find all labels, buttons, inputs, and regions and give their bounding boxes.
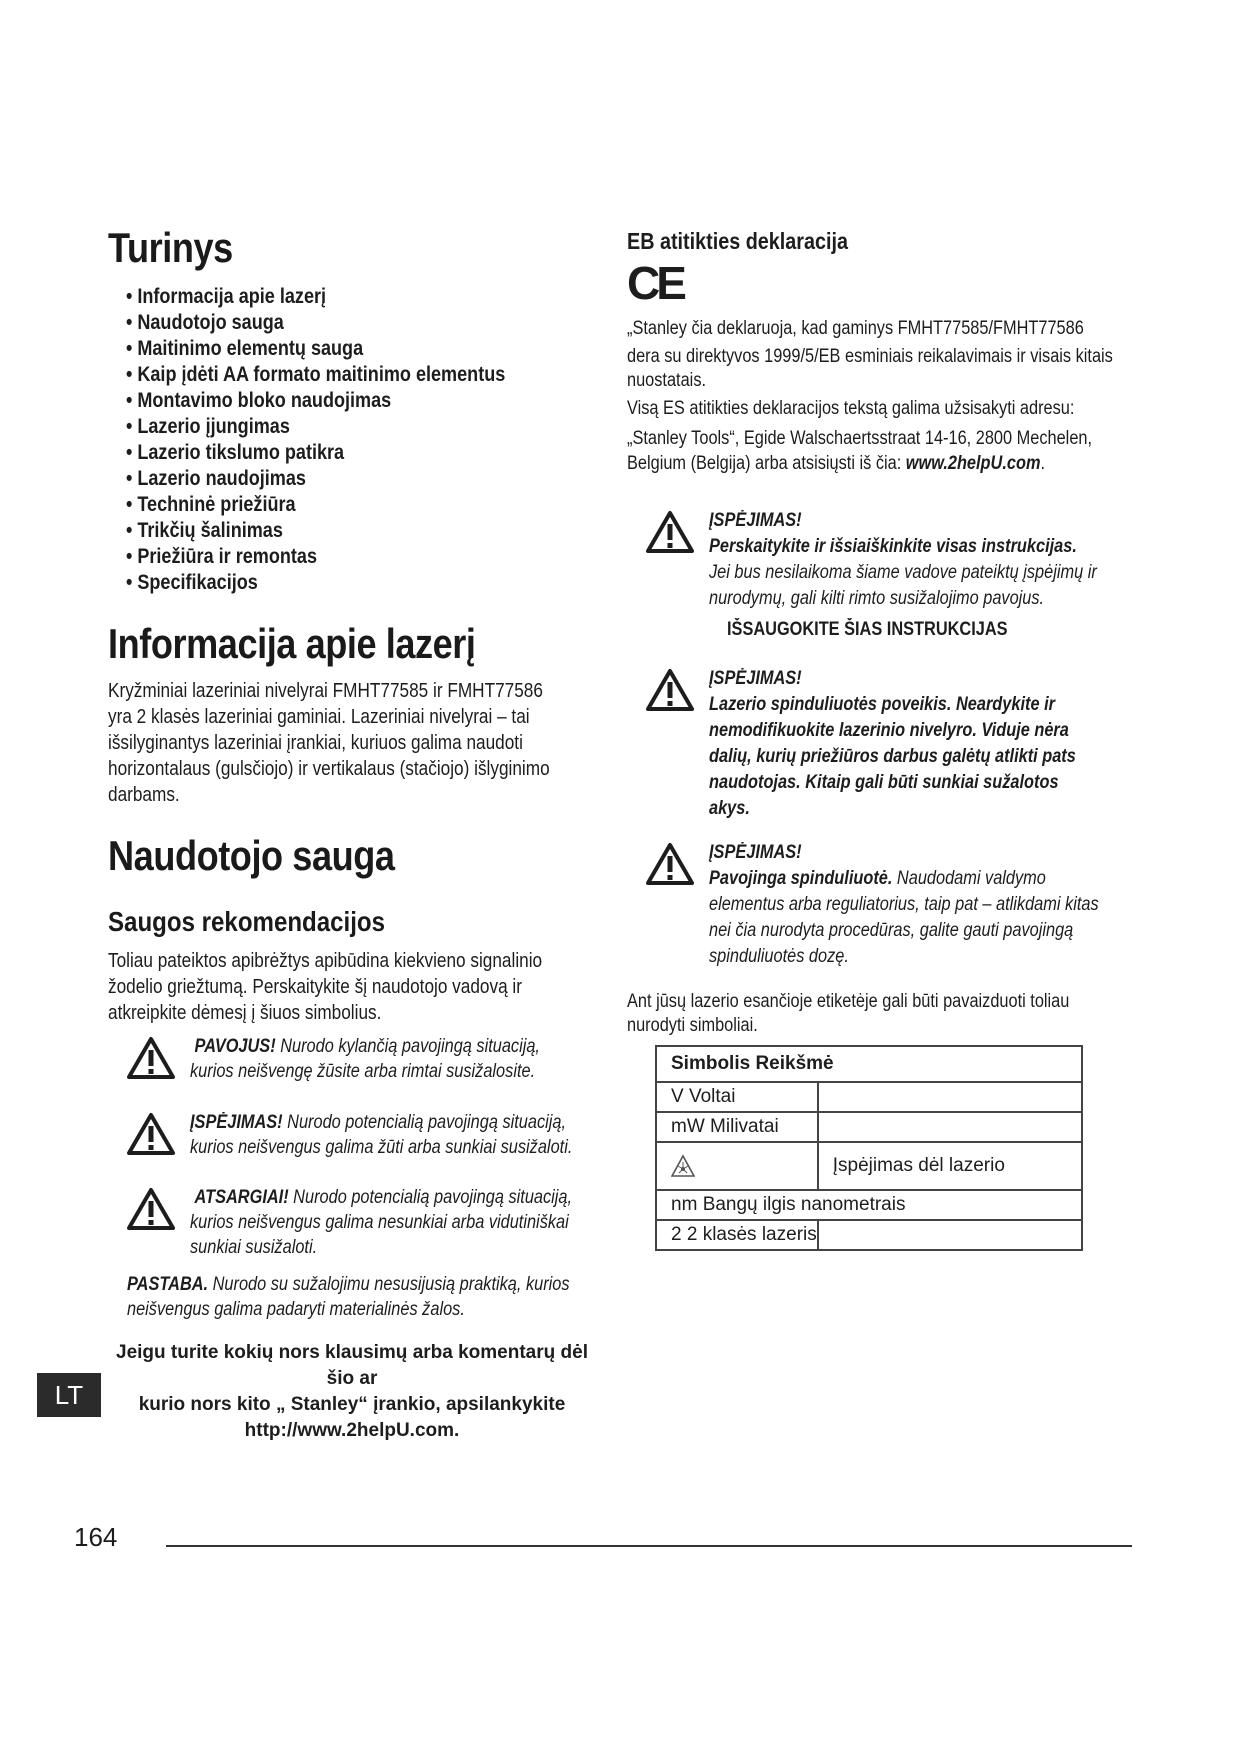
symbols-table bbox=[655, 1045, 1083, 1251]
text-line: . bbox=[1040, 453, 1046, 474]
text-line: Nurodo kylančią pavojingą situaciją, bbox=[275, 1036, 540, 1057]
symbol-cell: V bbox=[671, 1086, 684, 1107]
ce-mark-icon: CE bbox=[627, 257, 683, 309]
warning-label: ĮSPĖJIMAS! bbox=[709, 842, 802, 863]
table-cell bbox=[656, 1142, 818, 1190]
help-link[interactable]: http://www.2helpU.com. bbox=[244, 1420, 460, 1441]
text-line: Lazerio spinduliuotės poveikis. Neardykite ir bbox=[709, 694, 1055, 715]
help-contact-text bbox=[102, 1340, 602, 1444]
text-line: Toliau pateiktos apibrėžtys apibūdina kiekvieno signalinio bbox=[108, 950, 543, 972]
text-line: Naudodami valdymo bbox=[892, 868, 1046, 889]
warning-label: ĮSPĖJIMAS! bbox=[709, 668, 802, 689]
warning-label: ĮSPĖJIMAS! bbox=[190, 1112, 283, 1133]
save-instructions: IŠSAUGOKITE ŠIAS INSTRUKCIJAS bbox=[727, 619, 1008, 640]
declaration-title: EB atitikties deklaracija bbox=[627, 228, 848, 254]
text-line: dalių, kurių priežiūros darbus galėtų atlikti pats bbox=[709, 746, 1076, 767]
text-line: Jei bus nesilaikoma šiame vadove pateiktų įspėjimų ir bbox=[709, 562, 1097, 583]
laser-info-title: Informacija apie lazerį bbox=[108, 620, 476, 667]
meaning-cell: Milivatai bbox=[710, 1116, 779, 1137]
contents-item[interactable]: • Lazerio naudojimas bbox=[126, 466, 505, 492]
contents-item[interactable]: • Naudotojo sauga bbox=[126, 310, 505, 336]
text-line: išsilyginantys lazeriniai įrankiai, kuriuos galima naudoti bbox=[108, 732, 523, 754]
laser-info-text bbox=[108, 678, 550, 808]
warning-triangle-icon bbox=[646, 668, 694, 712]
text-line: sunkiai susižaloti. bbox=[190, 1237, 318, 1258]
warning-definition bbox=[190, 1110, 572, 1160]
text-line: darbams. bbox=[108, 784, 180, 806]
website-link[interactable]: www.2helpU.com bbox=[905, 453, 1041, 474]
meaning-cell: Bangų ilgis nanometrais bbox=[702, 1194, 906, 1215]
symbol-cell: 2 bbox=[671, 1224, 682, 1245]
symbol-cell: nm bbox=[671, 1194, 698, 1215]
contents-item[interactable]: • Specifikacijos bbox=[126, 570, 505, 596]
table-cell bbox=[818, 1082, 1082, 1112]
text-line: Visą ES atitikties deklaracijos tekstą galima užsisakyti adresu: bbox=[627, 398, 1075, 419]
text-line: nemodifikuokite lazerinio nivelyro. Viduje nėra bbox=[709, 720, 1069, 741]
warning-hazardous-radiation bbox=[709, 840, 1099, 970]
warning-triangle-icon bbox=[646, 510, 694, 554]
text-line: Nurodo potencialią pavojingą situaciją, bbox=[282, 1112, 567, 1133]
language-badge: LT bbox=[37, 1373, 101, 1417]
text-line: atkreipkite dėmesį į šiuos simbolius. bbox=[108, 1002, 382, 1024]
warning-read-instructions bbox=[709, 508, 1097, 612]
user-safety-title: Naudotojo sauga bbox=[108, 832, 395, 879]
table-cell bbox=[818, 1112, 1082, 1142]
caution-label: ATSARGIAI! bbox=[194, 1187, 289, 1208]
text-line: kurios neišvengus galima nesunkiai arba vidutiniškai bbox=[190, 1212, 569, 1233]
contents-item[interactable]: • Lazerio įjungimas bbox=[126, 414, 505, 440]
text-line: Perskaitykite ir išsiaiškinkite visas instrukcijas. bbox=[709, 536, 1077, 557]
text-line: kurio nors kito „ Stanley“ įrankio, apsilankykite bbox=[138, 1394, 566, 1415]
notice-definition bbox=[127, 1272, 570, 1322]
symbols-intro bbox=[627, 990, 1069, 1038]
table-cell bbox=[656, 1220, 818, 1250]
table-row bbox=[656, 1220, 1082, 1250]
contents-item[interactable]: • Priežiūra ir remontas bbox=[126, 544, 505, 570]
warning-triangle-icon bbox=[127, 1036, 175, 1080]
text-line: horizontalaus (gulsčiojo) ir vertikalaus (stačiojo) išlyginimo bbox=[108, 758, 550, 780]
contents-item[interactable]: • Trikčių šalinimas bbox=[126, 518, 505, 544]
symbol-cell: mW bbox=[671, 1116, 705, 1137]
contents-list bbox=[126, 284, 505, 596]
safety-intro-text bbox=[108, 948, 542, 1026]
table-row bbox=[656, 1082, 1082, 1112]
text-line: spinduliuotės dozę. bbox=[709, 946, 849, 967]
text-line: Nurodo su sužalojimu nesusijusią praktiką, kurios bbox=[208, 1274, 570, 1295]
laser-warning-icon bbox=[671, 1154, 695, 1178]
text-line: nurodyti simboliai. bbox=[627, 1015, 758, 1036]
text-line: Jeigu turite kokių nors klausimų arba komentarų dėl šio ar bbox=[116, 1342, 588, 1389]
text-line: nuostatais. bbox=[627, 370, 707, 391]
text-line: akys. bbox=[709, 798, 750, 819]
table-cell bbox=[656, 1112, 818, 1142]
table-cell bbox=[656, 1190, 1082, 1220]
danger-definition bbox=[190, 1034, 540, 1084]
table-row bbox=[656, 1112, 1082, 1142]
table-header: Simbolis Reikšmė bbox=[656, 1046, 1082, 1082]
table-cell bbox=[656, 1082, 818, 1112]
text-line: kurios neišvengę žūsite arba rimtai susižalosite. bbox=[190, 1061, 536, 1082]
contents-item[interactable]: • Informacija apie lazerį bbox=[126, 284, 505, 310]
warning-triangle-icon bbox=[127, 1187, 175, 1231]
danger-label: PAVOJUS! bbox=[194, 1036, 276, 1057]
text-line: yra 2 klasės lazeriniai gaminiai. Lazeriniai nivelyrai – tai bbox=[108, 706, 530, 728]
text-line: žodelio griežtumą. Perskaitykite šį naudotojo vadovą ir bbox=[108, 976, 522, 998]
table-cell bbox=[818, 1220, 1082, 1250]
text-line: „Stanley čia deklaruoja, kad gaminys FMHT77585/FMHT77586 bbox=[627, 318, 1084, 339]
contents-item[interactable]: • Kaip įdėti AA formato maitinimo elementus bbox=[126, 362, 505, 388]
contents-title: Turinys bbox=[108, 224, 233, 271]
meaning-cell: 2 klasės lazeris bbox=[686, 1224, 817, 1245]
text-line: „Stanley Tools“, Egide Walschaertsstraat 14-16, 2800 Mechelen, bbox=[627, 428, 1093, 449]
text-line: Nurodo potencialią pavojingą situaciją, bbox=[288, 1187, 573, 1208]
contents-item[interactable]: • Maitinimo elementų sauga bbox=[126, 336, 505, 362]
safety-recommendations-subtitle: Saugos rekomendacijos bbox=[108, 906, 386, 937]
notice-label: PASTABA. bbox=[127, 1274, 209, 1295]
text-line: neišvengus galima padaryti materialinės žalos. bbox=[127, 1299, 465, 1320]
warning-triangle-icon bbox=[646, 842, 694, 886]
warning-laser-radiation bbox=[709, 666, 1076, 822]
warning-triangle-icon bbox=[127, 1112, 175, 1156]
text-line: Belgium (Belgija) arba atsisiųsti iš čia: bbox=[627, 453, 906, 474]
contents-item[interactable]: • Techninė priežiūra bbox=[126, 492, 505, 518]
text-line: dera su direktyvos 1999/5/EB esminiais reikalavimais ir visais kitais bbox=[627, 346, 1113, 367]
page-number: 164 bbox=[74, 1522, 118, 1552]
text-line: naudotojas. Kitaip gali būti sunkiai sužalotos bbox=[709, 772, 1059, 793]
text-line: kurios neišvengus galima žūti arba sunkiai susižaloti. bbox=[190, 1137, 573, 1158]
declaration-text bbox=[627, 317, 1113, 476]
text-line: nei čia nurodyta procedūras, galite gauti pavojingą bbox=[709, 920, 1074, 941]
table-row bbox=[656, 1142, 1082, 1190]
meaning-cell: Įspėjimas dėl lazerio bbox=[818, 1142, 1082, 1190]
contents-item[interactable]: • Montavimo bloko naudojimas bbox=[126, 388, 505, 414]
text-line: elementus arba reguliatorius, taip pat – atlikdami kitas bbox=[709, 894, 1099, 915]
meaning-cell: Voltai bbox=[688, 1086, 736, 1107]
caution-definition bbox=[190, 1185, 572, 1260]
text-line: nurodymų, gali kilti rimto susižalojimo pavojus. bbox=[709, 588, 1045, 609]
table-header-row bbox=[656, 1046, 1082, 1082]
text-line: Ant jūsų lazerio esančioje etiketėje gali būti pavaizduoti toliau bbox=[627, 991, 1070, 1012]
contents-item[interactable]: • Lazerio tikslumo patikra bbox=[126, 440, 505, 466]
table-row bbox=[656, 1190, 1082, 1220]
text-line: Pavojinga spinduliuotė. bbox=[709, 868, 893, 889]
warning-label: ĮSPĖJIMAS! bbox=[709, 510, 802, 531]
footer-rule bbox=[166, 1545, 1132, 1547]
text-line: Kryžminiai lazeriniai nivelyrai FMHT77585 ir FMHT77586 bbox=[108, 680, 543, 702]
